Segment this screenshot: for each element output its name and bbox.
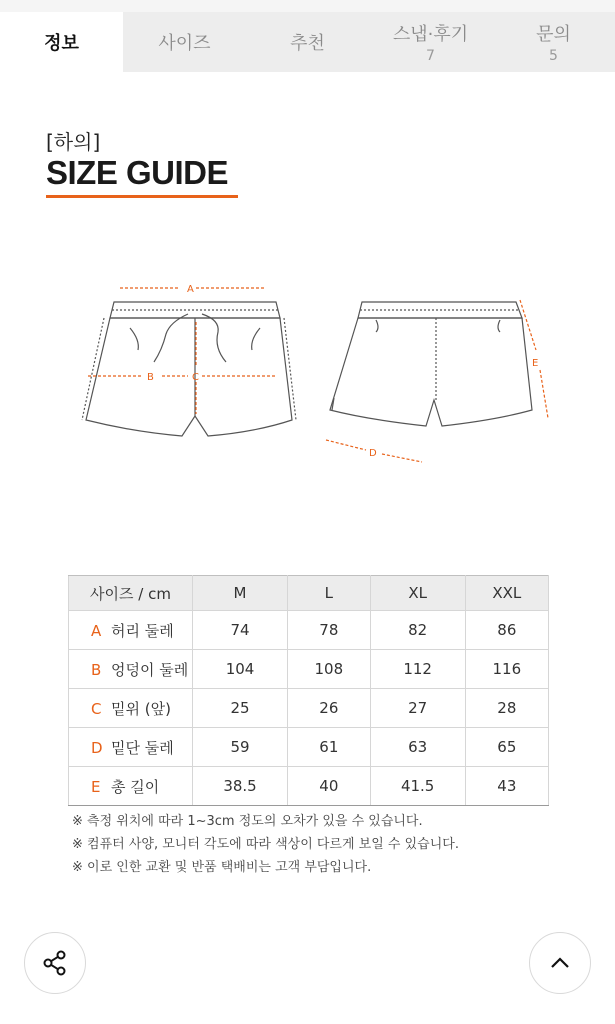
measurement-name: 허리 둘레: [111, 621, 174, 640]
measurement-label: [69, 611, 193, 650]
table-cell: 112: [370, 650, 465, 689]
measurement-name: 총 길이: [111, 777, 160, 796]
tab-count: 7: [426, 48, 435, 64]
table-row: [69, 689, 549, 728]
size-notes: [72, 810, 459, 879]
table-cell: 74: [193, 611, 288, 650]
table-row: [69, 611, 549, 650]
table-cell: 63: [370, 728, 465, 767]
table-row: [69, 650, 549, 689]
table-cell: 43: [465, 767, 548, 806]
table-cell: 40: [288, 767, 371, 806]
table-header-row: [69, 576, 549, 611]
table-row: [69, 728, 549, 767]
dim-label-b: B: [147, 372, 154, 383]
measurement-label: [69, 689, 193, 728]
measurement-letter: E: [91, 777, 101, 796]
measurement-name: 밑단 둘레: [111, 738, 174, 757]
tab-size[interactable]: [123, 12, 246, 72]
table-cell: 41.5: [370, 767, 465, 806]
table-cell: 59: [193, 728, 288, 767]
table-corner-header: 사이즈 / cm: [69, 576, 193, 611]
table-cell: 116: [465, 650, 548, 689]
measurement-label: [69, 728, 193, 767]
table-cell: 65: [465, 728, 548, 767]
dim-label-d: D: [369, 448, 377, 459]
top-strip: [0, 0, 615, 12]
share-icon: [40, 948, 70, 978]
table-cell: 25: [193, 689, 288, 728]
measurement-label: [69, 767, 193, 806]
tab-count: 5: [549, 48, 558, 64]
tab-info[interactable]: [0, 12, 123, 72]
guide-title: SIZE GUIDE: [46, 154, 229, 191]
tab-label: 스냅·후기: [392, 24, 469, 45]
size-header: M: [193, 576, 288, 611]
note-line: ※ 컴퓨터 사양, 모니터 각도에 따라 색상이 다르게 보일 수 있습니다.: [72, 837, 459, 852]
table-cell: 108: [288, 650, 371, 689]
measurement-label: [69, 650, 193, 689]
guide-title-underline: [46, 195, 238, 198]
tab-label: 정보: [44, 33, 79, 54]
scroll-top-button[interactable]: [529, 932, 591, 994]
table-cell: 28: [465, 689, 548, 728]
shorts-size-diagram: [70, 270, 560, 470]
tab-inquiry[interactable]: [492, 12, 615, 72]
size-header: L: [288, 576, 371, 611]
tab-label: 문의: [536, 24, 571, 45]
measurement-letter: D: [91, 738, 103, 757]
table-cell: 27: [370, 689, 465, 728]
measurement-letter: C: [91, 699, 102, 718]
measurement-letter: B: [91, 660, 102, 679]
tab-bar: [0, 12, 615, 72]
measurement-letter: A: [91, 621, 102, 640]
table-cell: 61: [288, 728, 371, 767]
table-cell: 104: [193, 650, 288, 689]
tab-snap-review[interactable]: [369, 12, 492, 72]
chevron-up-icon: [547, 950, 573, 976]
note-line: ※ 이로 인한 교환 및 반품 택배비는 고객 부담입니다.: [72, 860, 372, 875]
size-header: XL: [370, 576, 465, 611]
tab-recommend[interactable]: [246, 12, 369, 72]
dim-label-a: A: [187, 284, 194, 295]
dim-label-c: C: [192, 372, 199, 383]
tab-label: 사이즈: [158, 33, 211, 54]
dim-label-e: E: [532, 358, 539, 369]
table-cell: 26: [288, 689, 371, 728]
table-cell: 86: [465, 611, 548, 650]
size-header: XXL: [465, 576, 548, 611]
measurement-name: 밑위 (앞): [111, 699, 171, 718]
table-cell: 82: [370, 611, 465, 650]
measurement-name: 엉덩이 둘레: [111, 660, 189, 679]
size-table: [68, 575, 549, 806]
table-row: [69, 767, 549, 806]
share-button[interactable]: [24, 932, 86, 994]
note-line: ※ 측정 위치에 따라 1~3cm 정도의 오차가 있을 수 있습니다.: [72, 814, 423, 829]
table-cell: 38.5: [193, 767, 288, 806]
table-cell: 78: [288, 611, 371, 650]
tab-label: 추천: [290, 33, 325, 54]
guide-subtitle: [하의]: [46, 130, 101, 154]
